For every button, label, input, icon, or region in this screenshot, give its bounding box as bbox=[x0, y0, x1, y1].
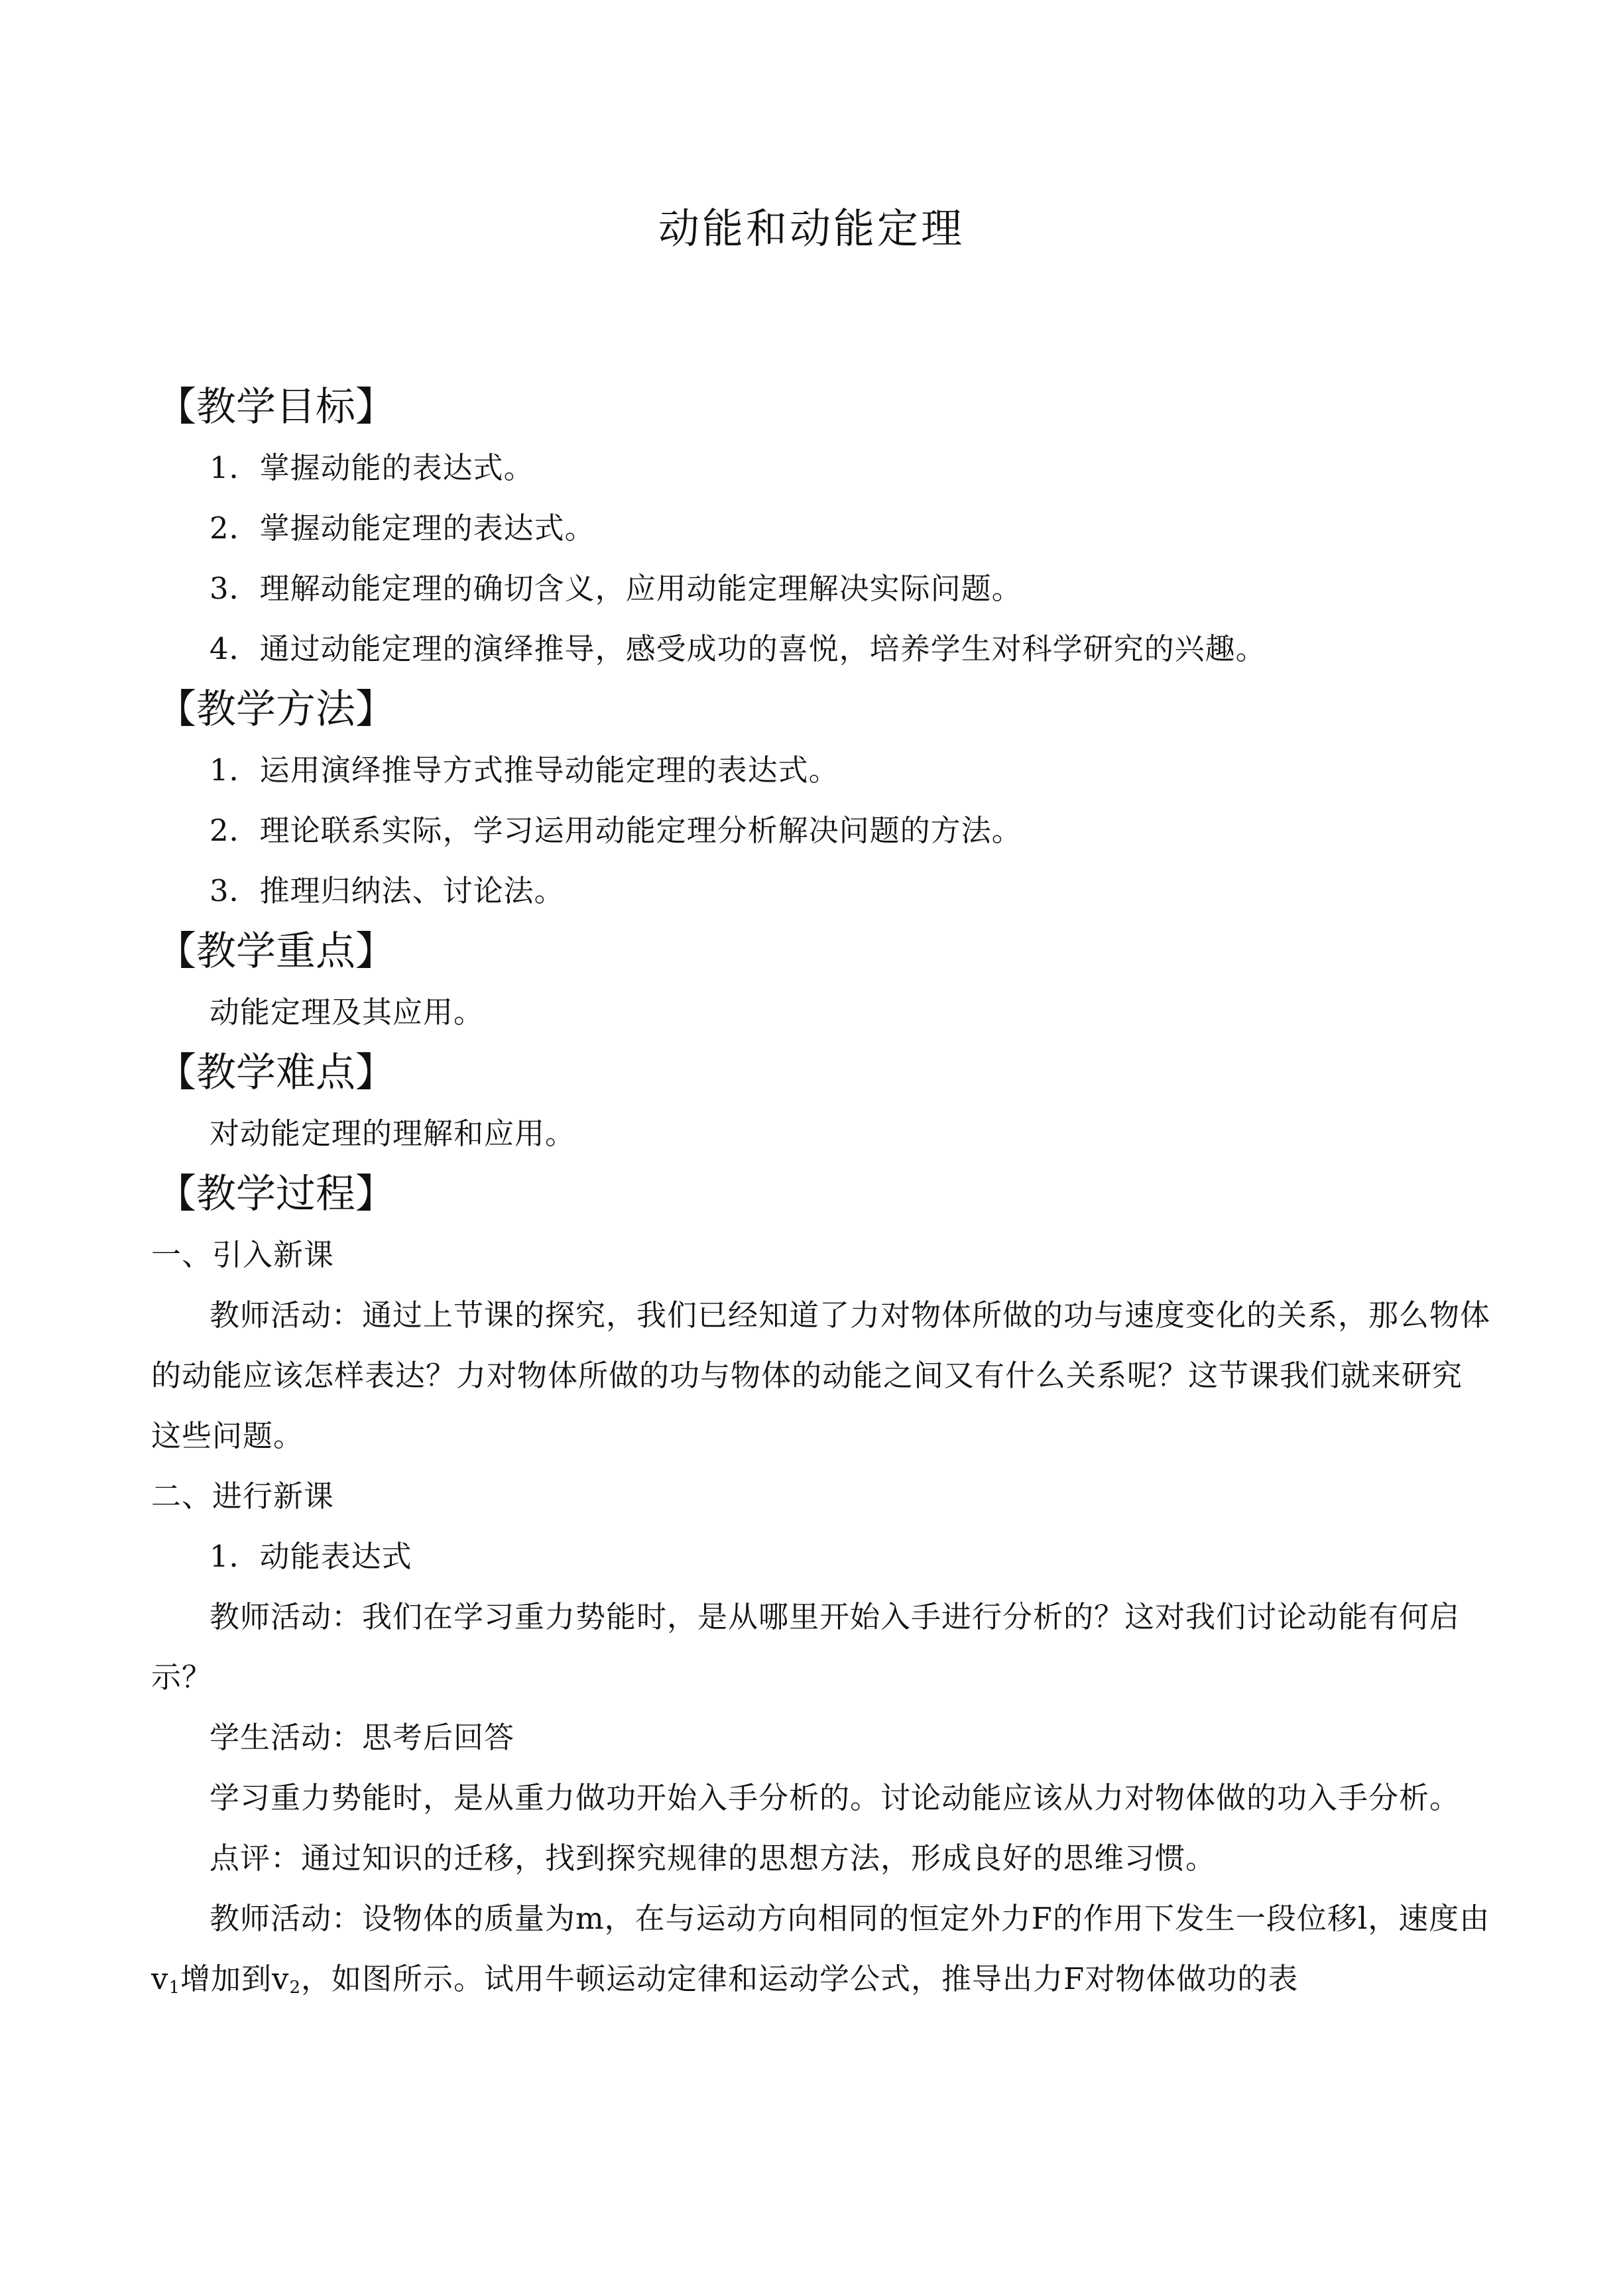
key-points-text: 动能定理及其应用。 bbox=[210, 995, 485, 1030]
text-run: 增加到 bbox=[180, 1961, 272, 1996]
methods-heading: 【教学方法】 bbox=[156, 686, 395, 733]
method-item: 1．运用演绎推导方式推导动能定理的表达式。 bbox=[210, 753, 839, 788]
part2-paragraph: 点评：通过知识的迁移，找到探究规律的思想方法，形成良好的思维习惯。 bbox=[210, 1841, 1217, 1876]
method-item: 3．推理归纳法、讨论法。 bbox=[210, 873, 565, 908]
part2-paragraph: 学习重力势能时，是从重力做功开始入手分析的。讨论动能应该从力对物体做的功入手分析。 bbox=[210, 1780, 1461, 1815]
method-item: 2．理论联系实际，学习运用动能定理分析解决问题的方法。 bbox=[210, 813, 1022, 848]
velocity-subscript: 1 bbox=[168, 1978, 180, 1998]
part2-paragraph: 学生活动：思考后回答 bbox=[210, 1720, 515, 1755]
velocity-subscript: 2 bbox=[289, 1978, 301, 1998]
key-points-heading: 【教学重点】 bbox=[156, 928, 395, 975]
text-run: ，如图所示。试用牛顿运动定律和运动学公式，推导出力F对物体做功的表 bbox=[300, 1961, 1299, 1996]
part2-paragraph: 教师活动：我们在学习重力势能时，是从哪里开始入手进行分析的？这对我们讨论动能有何启示？ bbox=[151, 1599, 1461, 1695]
objective-item: 1．掌握动能的表达式。 bbox=[210, 450, 534, 485]
part2-paragraph-velocity bbox=[151, 1888, 1490, 2018]
difficulties-heading: 【教学难点】 bbox=[156, 1050, 395, 1096]
velocity-symbol: v bbox=[151, 1961, 169, 1996]
document-body bbox=[151, 377, 1490, 2018]
process-heading: 【教学过程】 bbox=[156, 1171, 395, 1217]
part2-subtitle: 1．动能表达式 bbox=[210, 1539, 412, 1574]
part1-title: 一、引入新课 bbox=[151, 1237, 335, 1272]
text-run: 教师活动：设物体的质量为m，在与运动方向相同的恒定外力F的作用下发生一段位移l，速度由 bbox=[210, 1901, 1490, 1936]
difficulties-text: 对动能定理的理解和应用。 bbox=[210, 1116, 576, 1151]
objectives-heading: 【教学目标】 bbox=[156, 384, 395, 430]
velocity-symbol: v bbox=[272, 1961, 290, 1996]
document-title: 动能和动能定理 bbox=[658, 204, 965, 253]
part1-paragraph: 教师活动：通过上节课的探究，我们已经知道了力对物体所做的功与速度变化的关系，那么物体的动能应该怎样表达？力对物体所做的功与物体的动能之间又有什么关系呢？这节课我们就来研究这些问题。 bbox=[151, 1298, 1491, 1453]
objective-item: 2．掌握动能定理的表达式。 bbox=[210, 511, 595, 546]
objective-item: 3．理解动能定理的确切含义，应用动能定理解决实际问题。 bbox=[210, 571, 1022, 606]
part2-title: 二、进行新课 bbox=[151, 1479, 335, 1514]
objective-item: 4．通过动能定理的演绎推导，感受成功的喜悦，培养学生对科学研究的兴趣。 bbox=[210, 631, 1266, 666]
